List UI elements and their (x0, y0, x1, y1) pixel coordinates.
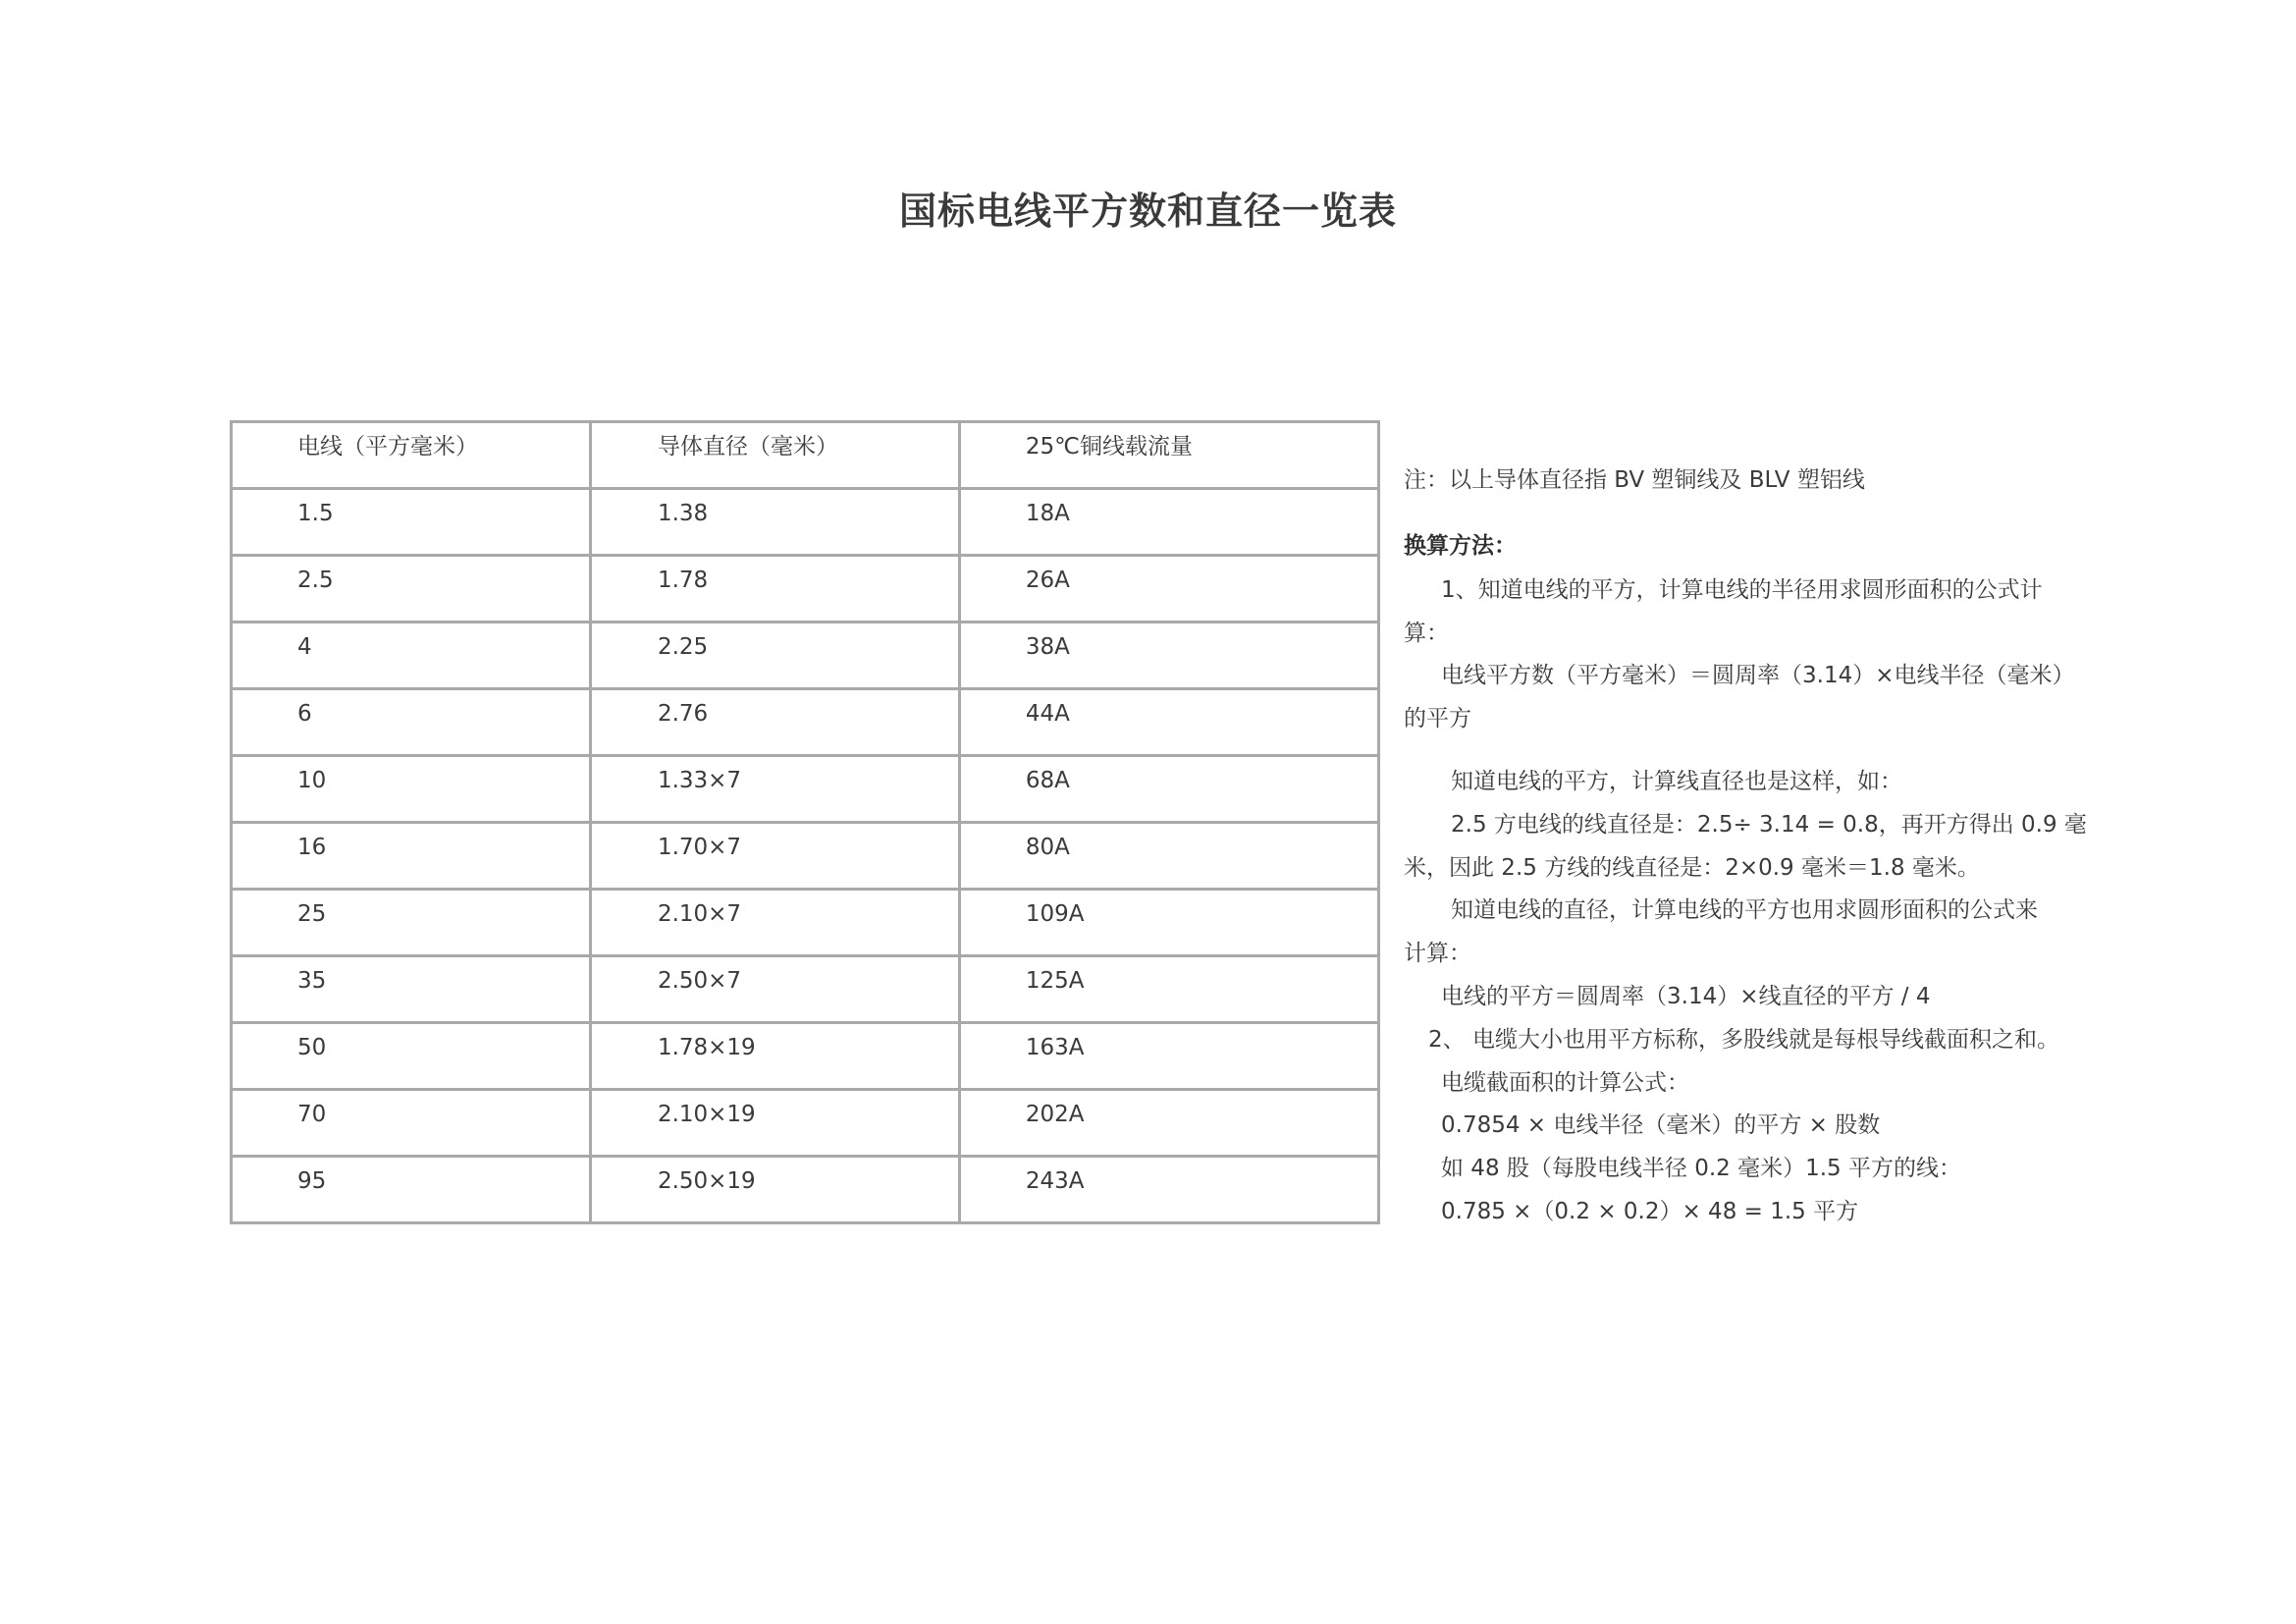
method-line: 电线平方数（平方毫米）＝圆周率（3.14）×电线半径（毫米） (1441, 663, 2075, 688)
cell-conductor-diameter: 2.10×7 (590, 890, 959, 956)
table-row (232, 689, 1379, 756)
cell-current-capacity: 44A (959, 689, 1378, 756)
cell-wire-area: 95 (232, 1157, 591, 1223)
cell-conductor-diameter: 1.38 (590, 489, 959, 556)
cell-conductor-diameter: 2.76 (590, 689, 959, 756)
table-row (232, 556, 1379, 623)
method-heading: 换算方法： (1404, 533, 1517, 559)
cell-conductor-diameter: 2.25 (590, 623, 959, 689)
cell-wire-area: 1.5 (232, 489, 591, 556)
method-line: 1、知道电线的平方，计算电线的半径用求圆形面积的公式计 (1441, 577, 2043, 603)
cell-conductor-diameter: 2.50×19 (590, 1157, 959, 1223)
table-row (232, 1090, 1379, 1157)
cell-current-capacity: 202A (959, 1090, 1378, 1157)
cell-conductor-diameter: 1.78×19 (590, 1023, 959, 1090)
cell-wire-area: 4 (232, 623, 591, 689)
header-cell-conductor-diameter: 导体直径（毫米） (590, 422, 959, 489)
method-line: 2.5 方电线的线直径是：2.5÷ 3.14 = 0.8，再开方得出 0.9 毫 (1451, 812, 2087, 838)
method-line: 电缆截面积的计算公式： (1441, 1070, 1689, 1096)
method-line: 0.785 ×（0.2 × 0.2）× 48 = 1.5 平方 (1441, 1199, 1859, 1224)
cell-current-capacity: 243A (959, 1157, 1378, 1223)
table-header-row (232, 422, 1379, 489)
method-line: 算： (1404, 621, 1449, 646)
cell-wire-area: 16 (232, 823, 591, 890)
cell-wire-area: 50 (232, 1023, 591, 1090)
method-line: 知道电线的直径，计算电线的平方也用求圆形面积的公式来 (1451, 897, 2038, 923)
cell-current-capacity: 68A (959, 756, 1378, 823)
cell-current-capacity: 18A (959, 489, 1378, 556)
cell-wire-area: 35 (232, 956, 591, 1023)
cell-conductor-diameter: 1.78 (590, 556, 959, 623)
cell-conductor-diameter: 2.10×19 (590, 1090, 959, 1157)
cell-current-capacity: 38A (959, 623, 1378, 689)
table-row (232, 1157, 1379, 1223)
cell-wire-area: 6 (232, 689, 591, 756)
table-row (232, 756, 1379, 823)
method-line: 如 48 股（每股电线半径 0.2 毫米）1.5 平方的线： (1441, 1156, 1961, 1181)
cell-conductor-diameter: 1.33×7 (590, 756, 959, 823)
cell-current-capacity: 109A (959, 890, 1378, 956)
header-cell-wire-area: 电线（平方毫米） (232, 422, 591, 489)
table-row (232, 623, 1379, 689)
cell-current-capacity: 163A (959, 1023, 1378, 1090)
table-row (232, 489, 1379, 556)
method-line: 知道电线的平方，计算线直径也是这样，如： (1451, 769, 1902, 794)
method-line: 电线的平方＝圆周率（3.14）×线直径的平方 / 4 (1441, 984, 1931, 1009)
cell-current-capacity: 125A (959, 956, 1378, 1023)
cell-wire-area: 70 (232, 1090, 591, 1157)
header-cell-current-capacity: 25℃铜线载流量 (959, 422, 1378, 489)
table-row (232, 1023, 1379, 1090)
cell-conductor-diameter: 2.50×7 (590, 956, 959, 1023)
method-line: 米，因此 2.5 方线的线直径是：2×0.9 毫米＝1.8 毫米。 (1404, 855, 1980, 881)
table-row (232, 956, 1379, 1023)
cell-current-capacity: 26A (959, 556, 1378, 623)
cell-wire-area: 10 (232, 756, 591, 823)
page-title: 国标电线平方数和直径一览表 (898, 189, 1397, 233)
method-line: 的平方 (1404, 706, 1471, 731)
table-row (232, 823, 1379, 890)
note-text: 注：以上导体直径指 BV 塑铜线及 BLV 塑铝线 (1404, 467, 1865, 493)
method-line: 2、 电缆大小也用平方标称，多股线就是每根导线截面积之和。 (1428, 1027, 2059, 1053)
wire-spec-table (230, 420, 1380, 1224)
table-row (232, 890, 1379, 956)
cell-current-capacity: 80A (959, 823, 1378, 890)
cell-wire-area: 2.5 (232, 556, 591, 623)
cell-wire-area: 25 (232, 890, 591, 956)
method-line: 计算： (1404, 941, 1471, 966)
cell-conductor-diameter: 1.70×7 (590, 823, 959, 890)
method-line: 0.7854 × 电线半径（毫米）的平方 × 股数 (1441, 1112, 1881, 1138)
